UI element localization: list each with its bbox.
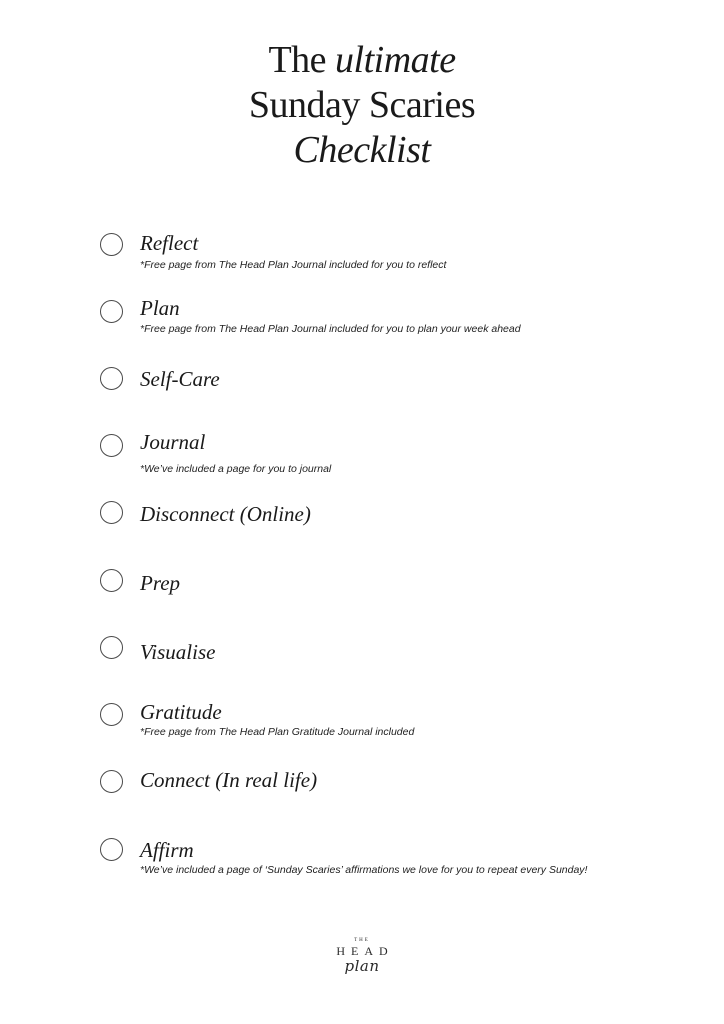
checkbox-disconnect[interactable]	[100, 501, 123, 524]
logo-plan: plan	[344, 957, 380, 975]
checkbox-gratitude[interactable]	[100, 703, 123, 726]
item-label: Reflect	[140, 231, 199, 255]
item-label: Disconnect (Online)	[140, 502, 311, 526]
title-the: The	[268, 39, 327, 81]
checkbox-connect[interactable]	[100, 770, 123, 793]
logo-the: THE	[354, 938, 370, 943]
checkbox-plan[interactable]	[100, 300, 123, 323]
item-label: Plan	[140, 296, 180, 320]
item-note: *We’ve included a page of ‘Sunday Scaries’ affirmations we love for you to repeat every Sunday!	[140, 864, 588, 876]
item-note: *Free page from The Head Plan Gratitude Journal included	[140, 726, 415, 738]
checkbox-self-care[interactable]	[100, 367, 123, 390]
checkbox-reflect[interactable]	[100, 233, 123, 256]
item-label: Connect (In real life)	[140, 768, 318, 792]
the-head-plan-logo	[312, 938, 412, 986]
title-ultimate: ultimate	[335, 39, 456, 81]
checkbox-prep[interactable]	[100, 569, 123, 592]
item-note: *We’ve included a page for you to journal	[140, 463, 332, 475]
item-note: *Free page from The Head Plan Journal included for you to plan your week ahead	[140, 323, 521, 335]
item-label: Prep	[140, 571, 181, 595]
item-label: Self-Care	[140, 367, 220, 391]
title-line-3: Checklist	[293, 129, 431, 171]
item-note: *Free page from The Head Plan Journal included for you to reflect	[140, 259, 447, 271]
checkbox-visualise[interactable]	[100, 636, 123, 659]
item-label: Gratitude	[140, 700, 222, 724]
title-line-2: Sunday Scaries	[248, 84, 476, 126]
item-label: Journal	[140, 430, 206, 454]
item-label: Visualise	[140, 640, 216, 664]
checkbox-journal[interactable]	[100, 434, 123, 457]
item-label: Affirm	[140, 838, 194, 862]
logo-head: HEAD	[336, 944, 394, 958]
checkbox-affirm[interactable]	[100, 838, 123, 861]
